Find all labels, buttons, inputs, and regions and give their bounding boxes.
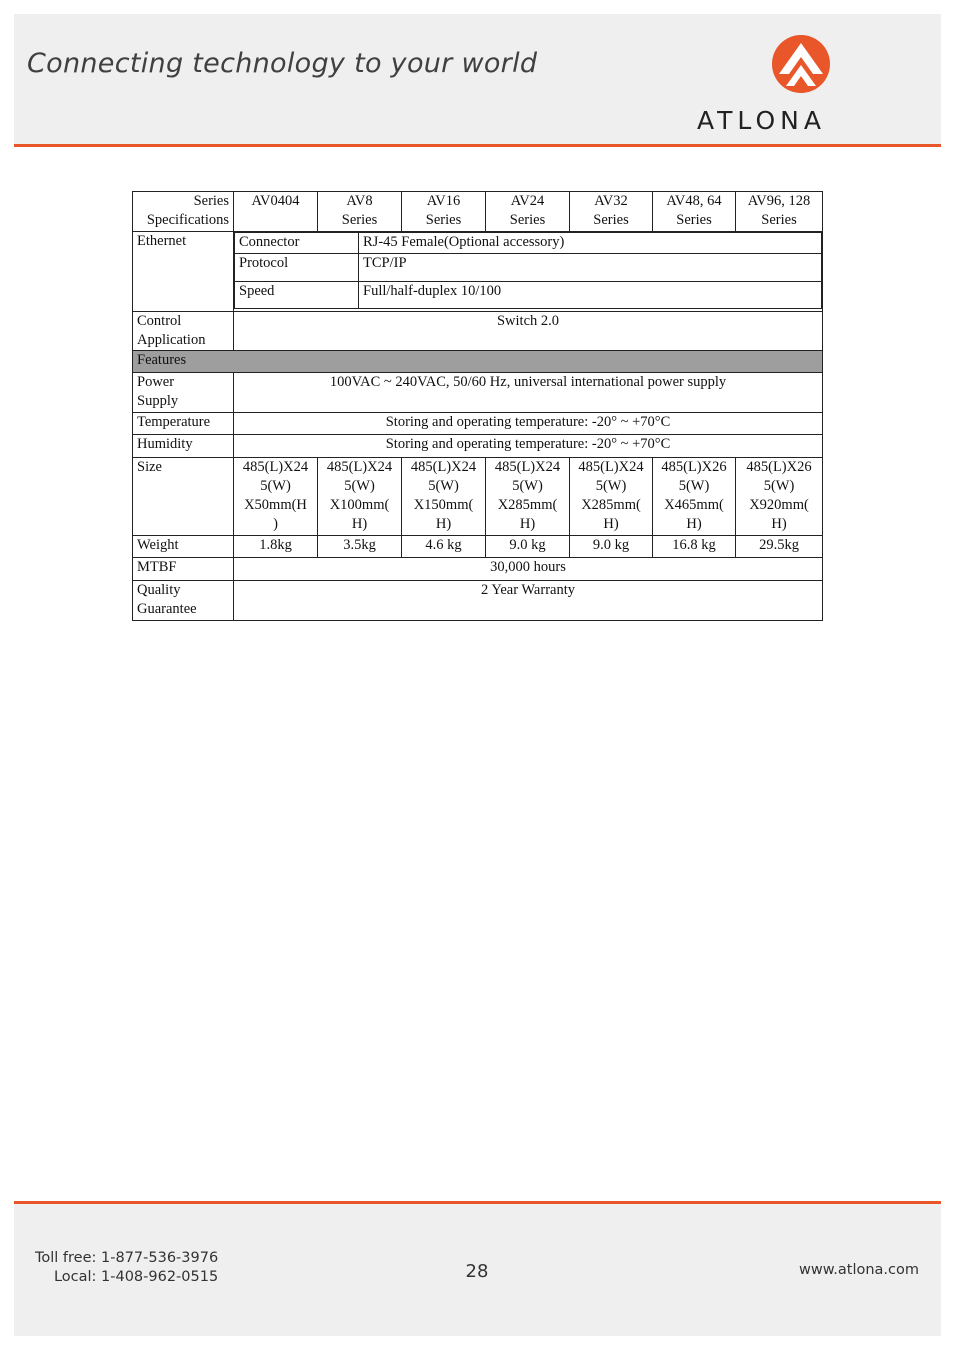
weight-row xyxy=(133,536,823,558)
spec-header-line2: Specifications xyxy=(146,212,229,228)
table-row xyxy=(235,282,822,309)
row-label-line2: Application xyxy=(137,332,206,348)
table-header-row xyxy=(133,192,823,232)
series-header xyxy=(570,192,653,232)
humidity-value: Storing and operating temperature: -20° ~ +70°C xyxy=(234,435,823,458)
size-line: 485(L)X24 xyxy=(578,459,644,475)
series-label: AV0404 xyxy=(251,193,300,209)
row-label: Ethernet xyxy=(133,232,234,312)
series-label: AV48, 64 xyxy=(666,193,722,209)
series-sub: Series xyxy=(341,212,378,228)
size-line: H) xyxy=(771,516,787,532)
weight-value: 16.8 kg xyxy=(653,536,736,558)
series-header xyxy=(234,192,318,232)
ethernet-key: Speed xyxy=(235,282,359,309)
atlona-wordmark xyxy=(697,108,913,132)
size-line: 5(W) xyxy=(260,478,291,494)
series-header xyxy=(318,192,402,232)
row-label: MTBF xyxy=(133,558,234,581)
weight-value: 9.0 kg xyxy=(570,536,653,558)
control-value: Switch 2.0 xyxy=(234,312,823,351)
ethernet-subtable xyxy=(234,232,822,309)
series-sub: Series xyxy=(425,212,462,228)
size-value xyxy=(736,458,823,536)
website-link[interactable]: www.atlona.com xyxy=(799,1262,919,1278)
weight-value: 29.5kg xyxy=(736,536,823,558)
row-label: Size xyxy=(133,458,234,536)
size-line: H) xyxy=(351,516,368,532)
size-line: X920mm( xyxy=(749,497,809,513)
power-row xyxy=(133,373,823,413)
size-line: X150mm( xyxy=(413,497,474,513)
size-line: 485(L)X24 xyxy=(494,459,561,475)
series-label: AV24 xyxy=(510,193,545,209)
weight-value: 4.6 kg xyxy=(402,536,486,558)
size-value xyxy=(486,458,570,536)
size-line: 5(W) xyxy=(428,478,459,494)
size-line: 485(L)X24 xyxy=(326,459,393,475)
size-value xyxy=(318,458,402,536)
row-label-line1: Power xyxy=(137,374,175,390)
weight-value: 3.5kg xyxy=(318,536,402,558)
row-label xyxy=(133,312,234,351)
series-label: AV16 xyxy=(426,193,461,209)
page-number: 28 xyxy=(465,1261,489,1282)
svg-text:ATLONA: ATLONA xyxy=(697,108,826,132)
size-value xyxy=(402,458,486,536)
size-line: X100mm( xyxy=(329,497,390,513)
quality-value: 2 Year Warranty xyxy=(234,581,823,621)
row-label-line2: Guarantee xyxy=(137,601,197,617)
size-line: H) xyxy=(686,516,702,532)
ethernet-row xyxy=(133,232,823,312)
weight-value: 1.8kg xyxy=(234,536,318,558)
weight-value: 9.0 kg xyxy=(486,536,570,558)
spec-header-line1: Series xyxy=(193,193,229,209)
quality-row xyxy=(133,581,823,621)
series-label: AV8 xyxy=(346,193,373,209)
temperature-row xyxy=(133,413,823,435)
size-value xyxy=(653,458,736,536)
size-line: ) xyxy=(273,516,278,532)
series-label: AV32 xyxy=(594,193,628,209)
row-label-line2: Supply xyxy=(137,393,179,409)
row-label xyxy=(133,581,234,621)
mtbf-value: 30,000 hours xyxy=(234,558,823,581)
row-label: Humidity xyxy=(133,435,234,458)
size-line: X285mm( xyxy=(497,497,558,513)
series-header xyxy=(402,192,486,232)
page-content xyxy=(0,147,954,1201)
control-row xyxy=(133,312,823,351)
ethernet-key: Connector xyxy=(235,233,359,254)
contact-phones xyxy=(35,1249,218,1287)
power-value: 100VAC ~ 240VAC, 50/60 Hz, universal international power supply xyxy=(234,373,823,413)
series-header xyxy=(653,192,736,232)
size-line: X285mm( xyxy=(581,497,641,513)
row-label: Weight xyxy=(133,536,234,558)
ethernet-value: Full/half-duplex 10/100 xyxy=(359,282,822,309)
features-row xyxy=(133,351,823,373)
ethernet-value: TCP/IP xyxy=(359,254,822,282)
size-line: X50mm(H xyxy=(244,497,307,513)
table-row xyxy=(235,254,822,282)
row-label-line1: Control xyxy=(137,313,182,329)
temperature-value: Storing and operating temperature: -20° ~ +70°C xyxy=(234,413,823,435)
size-line: 5(W) xyxy=(344,478,375,494)
size-line: H) xyxy=(603,516,619,532)
size-line: 5(W) xyxy=(595,478,627,494)
series-header xyxy=(486,192,570,232)
table-row xyxy=(235,233,822,254)
row-label: Temperature xyxy=(133,413,234,435)
ethernet-key: Protocol xyxy=(235,254,359,282)
ethernet-details xyxy=(234,232,823,312)
series-label: AV96, 128 xyxy=(747,193,811,209)
spec-table xyxy=(132,191,823,621)
row-label xyxy=(133,373,234,413)
size-value xyxy=(570,458,653,536)
ethernet-value: RJ-45 Female(Optional accessory) xyxy=(359,233,822,254)
series-sub: Series xyxy=(593,212,629,228)
size-line: 5(W) xyxy=(678,478,710,494)
local-number: Local: 1-408-962-0515 xyxy=(53,1269,219,1285)
tagline: Connecting technology to your world xyxy=(27,48,538,79)
size-line: 485(L)X24 xyxy=(410,459,477,475)
series-header xyxy=(736,192,823,232)
size-line: 485(L)X26 xyxy=(746,459,812,475)
series-sub: Series xyxy=(761,212,797,228)
series-sub: Series xyxy=(676,212,712,228)
mtbf-row xyxy=(133,558,823,581)
spec-header-cell xyxy=(133,192,234,232)
row-label-line1: Quality xyxy=(137,582,181,598)
size-line: 485(L)X26 xyxy=(661,459,727,475)
size-line: H) xyxy=(435,516,452,532)
features-heading: Features xyxy=(133,351,823,373)
humidity-row xyxy=(133,435,823,458)
size-line: 5(W) xyxy=(763,478,795,494)
size-line: H) xyxy=(519,516,536,532)
size-row xyxy=(133,458,823,536)
size-line: X465mm( xyxy=(664,497,724,513)
toll-free-number: Toll free: 1-877-536-3976 xyxy=(35,1250,219,1266)
size-value xyxy=(234,458,318,536)
size-line: 485(L)X24 xyxy=(242,459,309,475)
series-sub: Series xyxy=(509,212,546,228)
size-line: 5(W) xyxy=(512,478,543,494)
atlona-logo-icon xyxy=(770,34,832,94)
